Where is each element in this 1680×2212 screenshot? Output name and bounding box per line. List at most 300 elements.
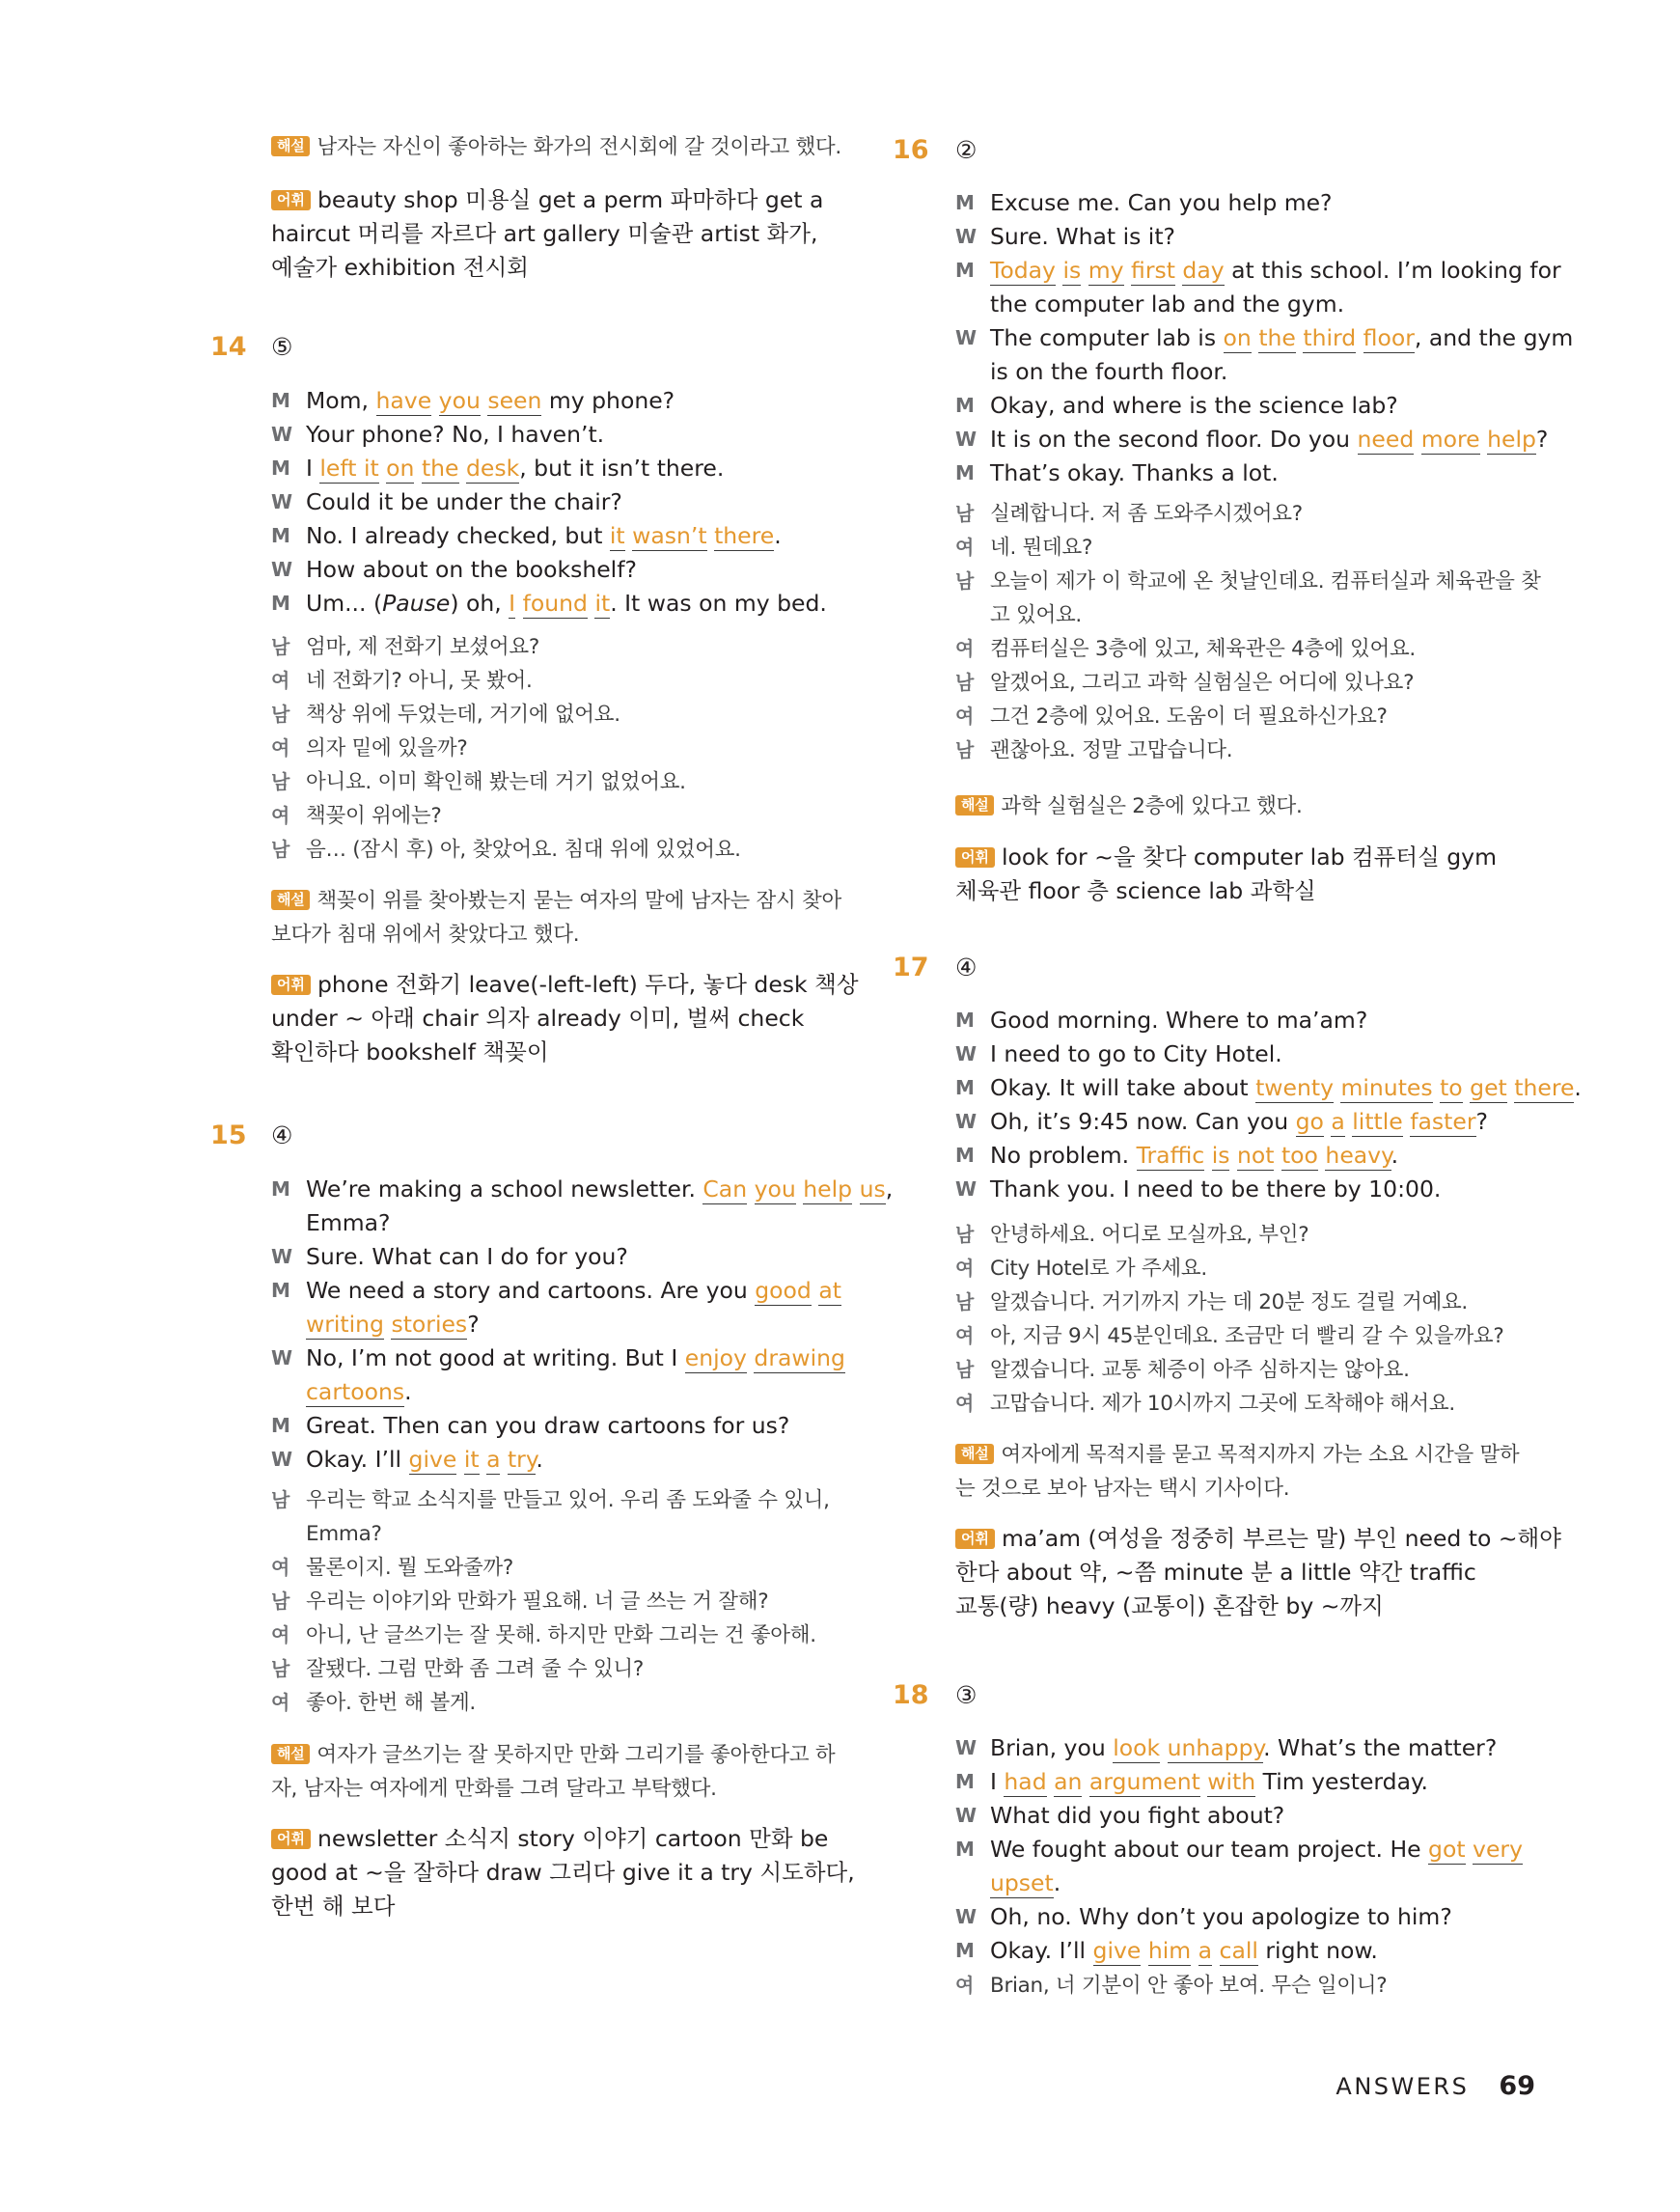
answer-blank: Today xyxy=(990,257,1056,284)
text-run: Oh, it’s 9:45 now. Can you xyxy=(990,1108,1296,1135)
dialogue-line xyxy=(955,254,1561,288)
paragraph-text: under ~ 아래 chair 의자 already 이미, 벌써 check xyxy=(271,1005,805,1032)
answer-blank: get xyxy=(1470,1074,1507,1101)
translation-text: 네 전화기? 아니, 못 봤어. xyxy=(306,669,533,693)
dialogue-line xyxy=(271,1240,860,1274)
speaker-label: 남 xyxy=(955,502,975,525)
answer-blank: a xyxy=(486,1446,501,1473)
speaker-label: 여 xyxy=(955,637,975,660)
speaker-label: 남 xyxy=(955,569,975,593)
dialogue-line xyxy=(271,1206,860,1240)
answer-blank: third xyxy=(1303,324,1357,351)
dialogue-line xyxy=(955,1731,1554,1765)
paragraph-text: 는 것으로 보아 남자는 택시 기사이다. xyxy=(955,1477,1290,1501)
text-run xyxy=(1414,426,1420,453)
answer-blank: us xyxy=(859,1175,886,1203)
speaker-label: 여 xyxy=(955,705,975,728)
dialogue-text xyxy=(306,1274,841,1308)
dialogue-line xyxy=(955,1765,1554,1799)
answer-blank: a xyxy=(1331,1108,1345,1135)
speaker-label: M xyxy=(955,1076,975,1099)
text-run xyxy=(1191,1937,1198,1964)
translation-line xyxy=(955,632,1554,666)
answer-blank: seen xyxy=(487,387,542,414)
stage-direction: Pause xyxy=(382,590,451,617)
dialogue-line xyxy=(271,418,860,452)
answer-blank: got xyxy=(1428,1836,1466,1863)
speaker-label: 여 xyxy=(271,1691,290,1714)
paragraph-line xyxy=(271,1772,860,1806)
answer-blank: him xyxy=(1147,1937,1192,1964)
text-run: Thank you. I need to be there by 10:00. xyxy=(990,1175,1442,1203)
text-run: Brian, you xyxy=(990,1734,1114,1761)
speaker-label: 남 xyxy=(271,1657,290,1680)
speaker-label: M xyxy=(955,259,975,282)
text-run: . xyxy=(404,1378,412,1405)
text-run: . xyxy=(1574,1074,1582,1101)
text-run: Okay. I’ll xyxy=(306,1446,409,1473)
paragraph-text: look for ~을 찾다 computer lab 컴퓨터실 gym xyxy=(1001,843,1497,871)
text-run: Mom, xyxy=(306,387,376,414)
answer-blank: give xyxy=(408,1446,457,1473)
answer-blank: found xyxy=(522,590,588,617)
speaker-label: 여 xyxy=(271,669,290,692)
answer-blank: not xyxy=(1236,1142,1275,1169)
paragraph-line xyxy=(271,1738,860,1772)
answer-blank: is xyxy=(1062,257,1082,284)
dialogue-text xyxy=(306,485,622,519)
translation-line xyxy=(955,1218,1554,1252)
speaker-label: M xyxy=(955,191,975,214)
dialogue-text xyxy=(306,1240,628,1274)
paragraph-line xyxy=(955,1556,1554,1590)
translation-text: 오늘이 제가 이 학교에 온 첫날인데요. 컴퓨터실과 체육관을 찾 xyxy=(990,569,1541,594)
paragraph-text: newsletter 소식지 story 이야기 cartoon 만화 be xyxy=(317,1825,829,1852)
text-run: Sure. What is it? xyxy=(990,223,1176,250)
paragraph-line xyxy=(271,1822,860,1856)
text-run xyxy=(431,387,438,414)
text-run: Emma? xyxy=(306,1209,391,1236)
answer-blank: Traffic xyxy=(1136,1142,1205,1169)
speaker-label: W xyxy=(955,326,978,349)
dialogue-text xyxy=(306,452,724,485)
dialogue-text xyxy=(306,1375,412,1409)
answer-blank: need xyxy=(1357,426,1415,453)
answer-blank: twenty xyxy=(1255,1074,1334,1101)
answer-choice: ③ xyxy=(955,1681,978,1709)
answer-blank: stories xyxy=(391,1311,468,1338)
dialogue-line xyxy=(271,1341,860,1375)
dialogue-line xyxy=(955,1866,1554,1900)
dialogue-line xyxy=(271,1375,860,1409)
dialogue-text xyxy=(990,1173,1441,1206)
paragraph-line xyxy=(271,884,860,918)
translation-line xyxy=(955,666,1554,700)
translation-text: 좋아. 한번 해 볼게. xyxy=(306,1691,476,1715)
answer-blank: go xyxy=(1295,1108,1324,1135)
text-run xyxy=(1082,1768,1088,1795)
text-run xyxy=(1433,1074,1440,1101)
dialogue-line xyxy=(955,186,1554,220)
text-run: , but it isn’t there. xyxy=(519,455,725,482)
dialogue-text xyxy=(306,1206,391,1240)
answer-blank: there xyxy=(1514,1074,1575,1101)
text-run: Excuse me. Can you help me? xyxy=(990,189,1333,216)
speaker-label: M xyxy=(271,592,290,615)
dialogue-text xyxy=(990,186,1333,220)
translation-line xyxy=(271,630,860,664)
text-run: I need to go to City Hotel. xyxy=(990,1040,1282,1067)
translation-line xyxy=(955,598,1554,632)
speaker-label: M xyxy=(271,524,290,547)
speaker-label: 남 xyxy=(271,838,290,861)
speaker-label: 여 xyxy=(955,1257,975,1280)
paragraph-line xyxy=(955,841,1554,874)
q15-header xyxy=(210,1117,860,1155)
translation-text: Emma? xyxy=(306,1522,382,1546)
translation-line xyxy=(955,1286,1554,1319)
speaker-label: 남 xyxy=(271,1590,290,1613)
text-run xyxy=(1466,1836,1473,1863)
dialogue-line xyxy=(271,553,860,587)
answer-choice: ④ xyxy=(271,1121,293,1149)
speaker-label: 여 xyxy=(271,736,290,760)
dialogue-text xyxy=(990,389,1398,423)
dialogue-line xyxy=(955,423,1554,456)
text-run: How about on the bookshelf? xyxy=(306,556,637,583)
answer-blank: help xyxy=(1487,426,1536,453)
speaker-label: 여 xyxy=(955,1974,975,1997)
speaker-label: W xyxy=(271,1245,293,1268)
text-run: . What’s the matter? xyxy=(1263,1734,1498,1761)
text-run: Sure. What can I do for you? xyxy=(306,1243,628,1270)
speaker-label: W xyxy=(955,1177,978,1201)
translation-text: 그건 2층에 있어요. 도움이 더 필요하신가요? xyxy=(990,705,1388,729)
dialogue-line xyxy=(955,355,1554,389)
translation-text: 알겠습니다. 거기까지 가는 데 20분 정도 걸릴 거예요. xyxy=(990,1290,1468,1314)
answer-blank: left it xyxy=(319,455,379,482)
answer-blank: more xyxy=(1420,426,1480,453)
dialogue-text xyxy=(990,355,1227,389)
dialogue-line xyxy=(271,587,860,621)
translation-line xyxy=(955,497,1554,531)
speaker-label: 여 xyxy=(271,1556,290,1579)
answer-blank: call xyxy=(1219,1937,1258,1964)
translation-text: 책상 위에 두었는데, 거기에 없어요. xyxy=(306,703,620,727)
dialogue-text xyxy=(306,1173,893,1206)
section-badge: 해설 xyxy=(271,136,310,156)
translation-text: 엄마, 제 전화기 보셨어요? xyxy=(306,635,539,659)
answer-blank: floor xyxy=(1363,324,1415,351)
q14-header xyxy=(210,328,860,367)
dialogue-line xyxy=(955,1139,1554,1173)
dialogue-text xyxy=(990,220,1175,254)
dialogue-text xyxy=(990,1071,1582,1105)
dialogue-text xyxy=(990,254,1561,288)
text-run: the computer lab and the gym. xyxy=(990,290,1345,318)
answer-blank: my xyxy=(1088,257,1124,284)
speaker-label: 여 xyxy=(271,1623,290,1646)
speaker-label: M xyxy=(955,1838,975,1861)
question-number: 15 xyxy=(210,1120,247,1150)
q17-header xyxy=(893,949,1554,987)
text-run xyxy=(1356,324,1363,351)
translation-line xyxy=(271,833,860,867)
answer-blank: on xyxy=(386,455,415,482)
speaker-label: 남 xyxy=(955,1358,975,1381)
translation-text: 우리는 이야기와 만화가 필요해. 너 글 쓰는 거 잘해? xyxy=(306,1590,769,1614)
translation-line xyxy=(271,664,860,698)
answer-blank: day xyxy=(1182,257,1225,284)
dialogue-line xyxy=(955,321,1574,355)
translation-line xyxy=(955,1969,1554,2003)
paragraph-line xyxy=(271,183,860,217)
section-badge: 해설 xyxy=(955,795,994,816)
translation-text: 네. 뭔데요? xyxy=(990,536,1093,560)
answer-blank: first xyxy=(1131,257,1175,284)
text-run: Okay. I’ll xyxy=(990,1937,1093,1964)
translation-text: 고맙습니다. 제가 10시까지 그곳에 도착해야 해서요. xyxy=(990,1392,1455,1416)
page-number: 69 xyxy=(1499,2071,1535,2101)
paragraph-text: 교통(량) heavy (교통이) 혼잡한 by ~까지 xyxy=(955,1592,1384,1619)
dialogue-text xyxy=(306,1443,543,1477)
q16-header xyxy=(893,131,1554,170)
text-run xyxy=(852,1175,859,1203)
text-run: . xyxy=(536,1446,543,1473)
question-number: 16 xyxy=(893,135,929,165)
translation-line xyxy=(271,732,860,765)
text-run xyxy=(1229,1142,1236,1169)
answer-blank: it xyxy=(463,1446,480,1473)
translation-text: 실례합니다. 저 좀 도와주시겠어요? xyxy=(990,502,1303,526)
dialogue-line xyxy=(271,485,860,519)
text-run xyxy=(480,1446,486,1473)
text-run: is on the fourth floor. xyxy=(990,358,1228,385)
text-run: Okay, and where is the science lab? xyxy=(990,392,1398,419)
translation-line xyxy=(955,1387,1554,1421)
answer-blank: the xyxy=(1258,324,1296,351)
dialogue-text xyxy=(990,1833,1523,1866)
speaker-label: W xyxy=(955,1042,978,1065)
answer-blank: desk xyxy=(466,455,520,482)
dialogue-text xyxy=(306,418,604,452)
text-run xyxy=(747,1175,754,1203)
paragraph-text: 예술가 exhibition 전시회 xyxy=(271,254,529,281)
paragraph-text: 체육관 floor 층 science lab 과학실 xyxy=(955,877,1316,904)
translation-line xyxy=(271,1686,860,1720)
dialogue-text xyxy=(990,1799,1284,1833)
answer-blank: Can xyxy=(702,1175,748,1203)
text-run xyxy=(1081,257,1088,284)
question-number: 14 xyxy=(210,332,247,362)
section-badge: 어휘 xyxy=(955,847,995,868)
speaker-label: M xyxy=(271,456,290,480)
dialogue-line xyxy=(955,1934,1554,1968)
speaker-label: W xyxy=(271,423,293,446)
dialogue-line xyxy=(271,1308,860,1341)
answer-blank: at xyxy=(818,1277,841,1304)
dialogue-line xyxy=(955,389,1554,423)
dialogue-line xyxy=(955,1833,1554,1866)
paragraph-text: 확인하다 bookshelf 책꽂이 xyxy=(271,1038,549,1065)
paragraph-text: haircut 머리를 자르다 art gallery 미술관 artist 화가, xyxy=(271,220,818,247)
speaker-label: 남 xyxy=(955,1223,975,1246)
paragraph-text: 책꽂이 위를 찾아봤는지 묻는 여자의 말에 남자는 잠시 찾아 xyxy=(317,889,841,913)
answer-blank: cartoons xyxy=(306,1378,405,1405)
dialogue-line xyxy=(955,288,1554,321)
text-run xyxy=(1047,1768,1054,1795)
speaker-label: 여 xyxy=(271,804,290,827)
answer-blank: it xyxy=(609,522,625,549)
dialogue-line xyxy=(955,1071,1582,1105)
text-run: That’s okay. Thanks a lot. xyxy=(990,459,1279,486)
page-footer xyxy=(1336,2067,1535,2106)
translation-text: 우리는 학교 소식지를 만들고 있어. 우리 좀 도와줄 수 있니, xyxy=(306,1488,830,1512)
translation-line xyxy=(955,565,1554,598)
text-run: The computer lab is xyxy=(990,324,1224,351)
dialogue-line xyxy=(955,456,1554,490)
translation-line xyxy=(271,1652,860,1686)
answer-blank: it xyxy=(594,590,611,617)
text-run: We’re making a school newsletter. xyxy=(306,1175,703,1203)
speaker-label: M xyxy=(955,1939,975,1962)
dialogue-line xyxy=(271,384,860,418)
text-run: I xyxy=(306,455,320,482)
section-badge: 해설 xyxy=(271,890,310,910)
dialogue-line xyxy=(955,1105,1554,1139)
answer-blank: wasn’t xyxy=(632,522,707,549)
text-run: Could it be under the chair? xyxy=(306,488,622,515)
text-run: Great. Then can you draw cartoons for us? xyxy=(306,1412,790,1439)
dialogue-text xyxy=(990,1765,1428,1799)
speaker-label: 남 xyxy=(271,1488,290,1511)
footer-label: ANSWERS xyxy=(1336,2073,1470,2100)
translation-text: 의자 밑에 있을까? xyxy=(306,736,468,760)
paragraph-line xyxy=(955,1590,1554,1623)
text-run: Um... ( xyxy=(306,590,383,617)
text-run: . xyxy=(1053,1869,1061,1896)
speaker-label: 남 xyxy=(955,738,975,761)
text-run xyxy=(1124,257,1131,284)
translation-text: 고 있어요. xyxy=(990,603,1082,627)
dialogue-text xyxy=(990,1105,1488,1139)
answer-blank: give xyxy=(1092,1937,1142,1964)
dialogue-line xyxy=(271,519,860,553)
paragraph-line xyxy=(271,918,860,952)
paragraph-line xyxy=(955,789,1554,823)
dialogue-text xyxy=(306,1308,480,1341)
speaker-label: M xyxy=(271,1279,290,1302)
paragraph-text: beauty shop 미용실 get a perm 파마하다 get a xyxy=(317,186,824,213)
speaker-label: 남 xyxy=(955,671,975,694)
text-run: , and the gym xyxy=(1414,324,1574,351)
speaker-label: M xyxy=(955,394,975,417)
text-run xyxy=(1141,1937,1147,1964)
answer-blank: drawing xyxy=(754,1344,845,1371)
text-run: Tim yesterday. xyxy=(1255,1768,1429,1795)
speaker-label: W xyxy=(955,1905,978,1928)
paragraph-line xyxy=(271,1856,860,1890)
translation-text: 아니, 난 글쓰기는 잘 못해. 하지만 만화 그리는 건 좋아해. xyxy=(306,1623,816,1647)
translation-text: 물론이지. 뭘 도와줄까? xyxy=(306,1556,513,1580)
translation-line xyxy=(955,733,1554,767)
translation-text: City Hotel로 가 주세요. xyxy=(990,1257,1207,1281)
answer-choice: ④ xyxy=(955,954,978,982)
text-run: Oh, no. Why don’t you apologize to him? xyxy=(990,1903,1452,1930)
text-run xyxy=(625,522,632,549)
speaker-label: W xyxy=(955,428,978,451)
answer-blank: the xyxy=(421,455,459,482)
paragraph-line xyxy=(271,217,860,251)
paragraph-line xyxy=(271,1002,860,1036)
paragraph-line xyxy=(271,130,860,164)
paragraph-text: 여자에게 목적지를 묻고 목적지까지 가는 소요 시간을 말하 xyxy=(1001,1443,1520,1467)
paragraph-text: 남자는 자신이 좋아하는 화가의 전시회에 갈 것이라고 했다. xyxy=(317,135,841,159)
dialogue-line xyxy=(955,1173,1554,1206)
paragraph-line xyxy=(955,1438,1554,1472)
text-run: Okay. It will take about xyxy=(990,1074,1256,1101)
text-run: ? xyxy=(467,1311,480,1338)
translation-line xyxy=(955,1252,1554,1286)
text-run: . xyxy=(1391,1142,1399,1169)
translation-line xyxy=(271,1618,860,1652)
paragraph-text: 한번 해 보다 xyxy=(271,1893,396,1920)
speaker-label: M xyxy=(271,1414,290,1437)
answer-blank: help xyxy=(803,1175,853,1203)
text-run: at this school. I’m looking for xyxy=(1224,257,1561,284)
text-run xyxy=(456,1446,463,1473)
speaker-label: M xyxy=(955,1009,975,1032)
speaker-label: W xyxy=(271,490,293,513)
text-run xyxy=(1274,1142,1281,1169)
answer-blank: a xyxy=(1198,1937,1213,1964)
dialogue-text xyxy=(306,519,782,553)
speaker-label: 여 xyxy=(955,536,975,559)
text-run: We fought about our team project. He xyxy=(990,1836,1429,1863)
dialogue-text xyxy=(306,384,675,418)
text-run xyxy=(1212,1937,1219,1964)
translation-text: 안녕하세요. 어디로 모실까요, 부인? xyxy=(990,1223,1309,1247)
answer-blank: there xyxy=(714,522,775,549)
text-run: No problem. xyxy=(990,1142,1137,1169)
paragraph-text: 보다가 침대 위에서 찾았다고 했다. xyxy=(271,923,580,947)
section-badge: 어휘 xyxy=(955,1529,995,1549)
dialogue-line xyxy=(955,1004,1554,1037)
answer-blank: you xyxy=(438,387,481,414)
speaker-label: 여 xyxy=(955,1324,975,1347)
section-badge: 해설 xyxy=(955,1444,994,1464)
section-badge: 어휘 xyxy=(271,190,311,210)
translation-text: 잘됐다. 그럼 만화 좀 그려 줄 수 있니? xyxy=(306,1657,644,1681)
translation-text: Brian, 너 기분이 안 좋아 보여. 무슨 일이니? xyxy=(990,1974,1388,1998)
text-run: . xyxy=(774,522,782,549)
paragraph-line xyxy=(271,1036,860,1069)
text-run: ? xyxy=(1535,426,1549,453)
text-run: Your phone? No, I haven’t. xyxy=(306,421,605,448)
answer-blank: too xyxy=(1281,1142,1318,1169)
answer-blank: argument xyxy=(1088,1768,1200,1795)
paragraph-line xyxy=(955,1472,1554,1506)
answer-blank: an xyxy=(1054,1768,1083,1795)
dialogue-text xyxy=(306,1409,789,1443)
text-run: ? xyxy=(1475,1108,1488,1135)
answer-blank: try xyxy=(507,1446,537,1473)
dialogue-line xyxy=(955,1900,1554,1934)
speaker-label: 남 xyxy=(271,635,290,658)
dialogue-text xyxy=(990,1900,1452,1934)
section-badge: 어휘 xyxy=(271,1829,311,1849)
text-run xyxy=(707,522,714,549)
